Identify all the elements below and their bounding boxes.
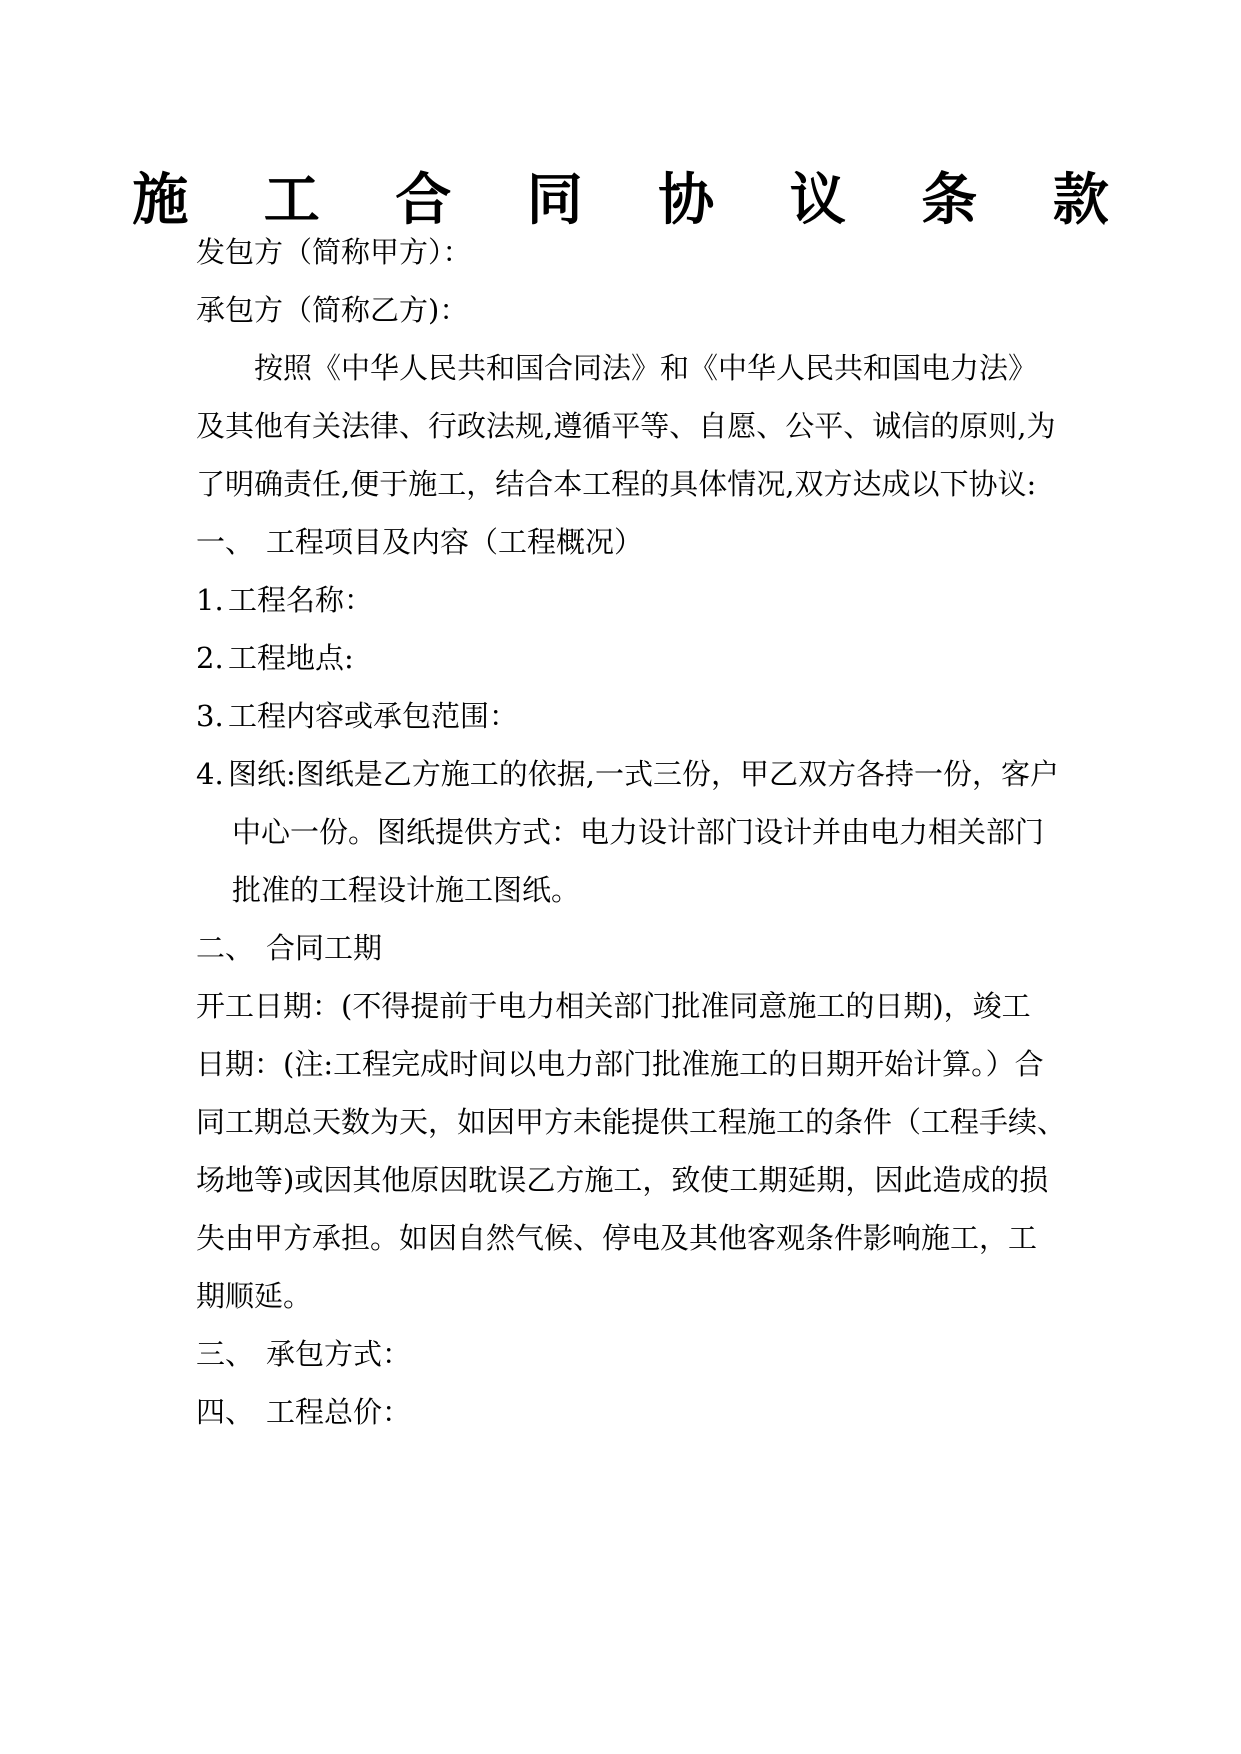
section-3-heading: [196, 1334, 411, 1374]
section-1-title: 工程项目及内容（工程概况）: [266, 525, 644, 559]
list-item: [196, 696, 518, 736]
section-2-heading: [196, 928, 382, 968]
intro-line-3: 了明确责任,便于施工，结合本工程的具体情况,双方达成以下协议:: [196, 467, 1037, 501]
intro-line-2: 及其他有关法律、行政法规,遵循平等、自愿、公平、诚信的原则,为: [196, 409, 1056, 443]
section-1-heading: [196, 522, 643, 562]
item-4-continuation-1: 中心一份。图纸提供方式：电力设计部门设计并由电力相关部门: [232, 815, 1045, 849]
list-item: [196, 638, 354, 678]
section-4-heading: [196, 1392, 411, 1432]
section-4-title: 工程总价：: [266, 1395, 412, 1429]
item-number: 2.: [196, 641, 224, 675]
document-title: 施 工 合 同 协 议 条 款: [132, 167, 1137, 233]
list-item: [196, 754, 1059, 794]
section-2-marker: 二、: [196, 931, 255, 965]
section-2-line-2: 日期：(注:工程完成时间以电力部门批准施工的日期开始计算。）合: [196, 1047, 1044, 1081]
item-number: 4.: [196, 757, 224, 791]
item-4-continuation-2: 批准的工程设计施工图纸。: [232, 873, 581, 907]
item-text: 工程内容或承包范围：: [228, 699, 519, 733]
section-2-line-3: 同工期总天数为天，如因甲方未能提供工程施工的条件（工程手续、: [196, 1105, 1067, 1139]
item-number: 3.: [196, 699, 224, 733]
party-a-line: 发包方（简称甲方）：: [196, 235, 472, 269]
section-4-marker: 四、: [196, 1395, 255, 1429]
item-text: 图纸:图纸是乙方施工的依据,一式三份，甲乙双方各持一份，客户: [228, 757, 1059, 791]
item-text: 工程地点:: [228, 641, 354, 675]
section-2-line-1: 开工日期：(不得提前于电力相关部门批准同意施工的日期)，竣工: [196, 989, 1031, 1023]
section-2-line-4: 场地等)或因其他原因耽误乙方施工，致使工期延期，因此造成的损: [196, 1163, 1049, 1197]
section-2-title: 合同工期: [266, 931, 383, 965]
party-b-line: 承包方（简称乙方)：: [196, 293, 469, 327]
intro-line-1: 按照《中华人民共和国合同法》和《中华人民共和国电力法》: [254, 351, 1038, 385]
section-3-title: 承包方式：: [266, 1337, 412, 1371]
section-2-line-6: 期顺延。: [196, 1279, 313, 1313]
section-3-marker: 三、: [196, 1337, 255, 1371]
list-item: [196, 580, 373, 620]
item-number: 1.: [196, 583, 224, 617]
item-text: 工程名称：: [228, 583, 374, 617]
section-1-marker: 一、: [196, 525, 255, 559]
section-2-line-5: 失由甲方承担。如因自然气候、停电及其他客观条件影响施工，工: [196, 1221, 1038, 1255]
